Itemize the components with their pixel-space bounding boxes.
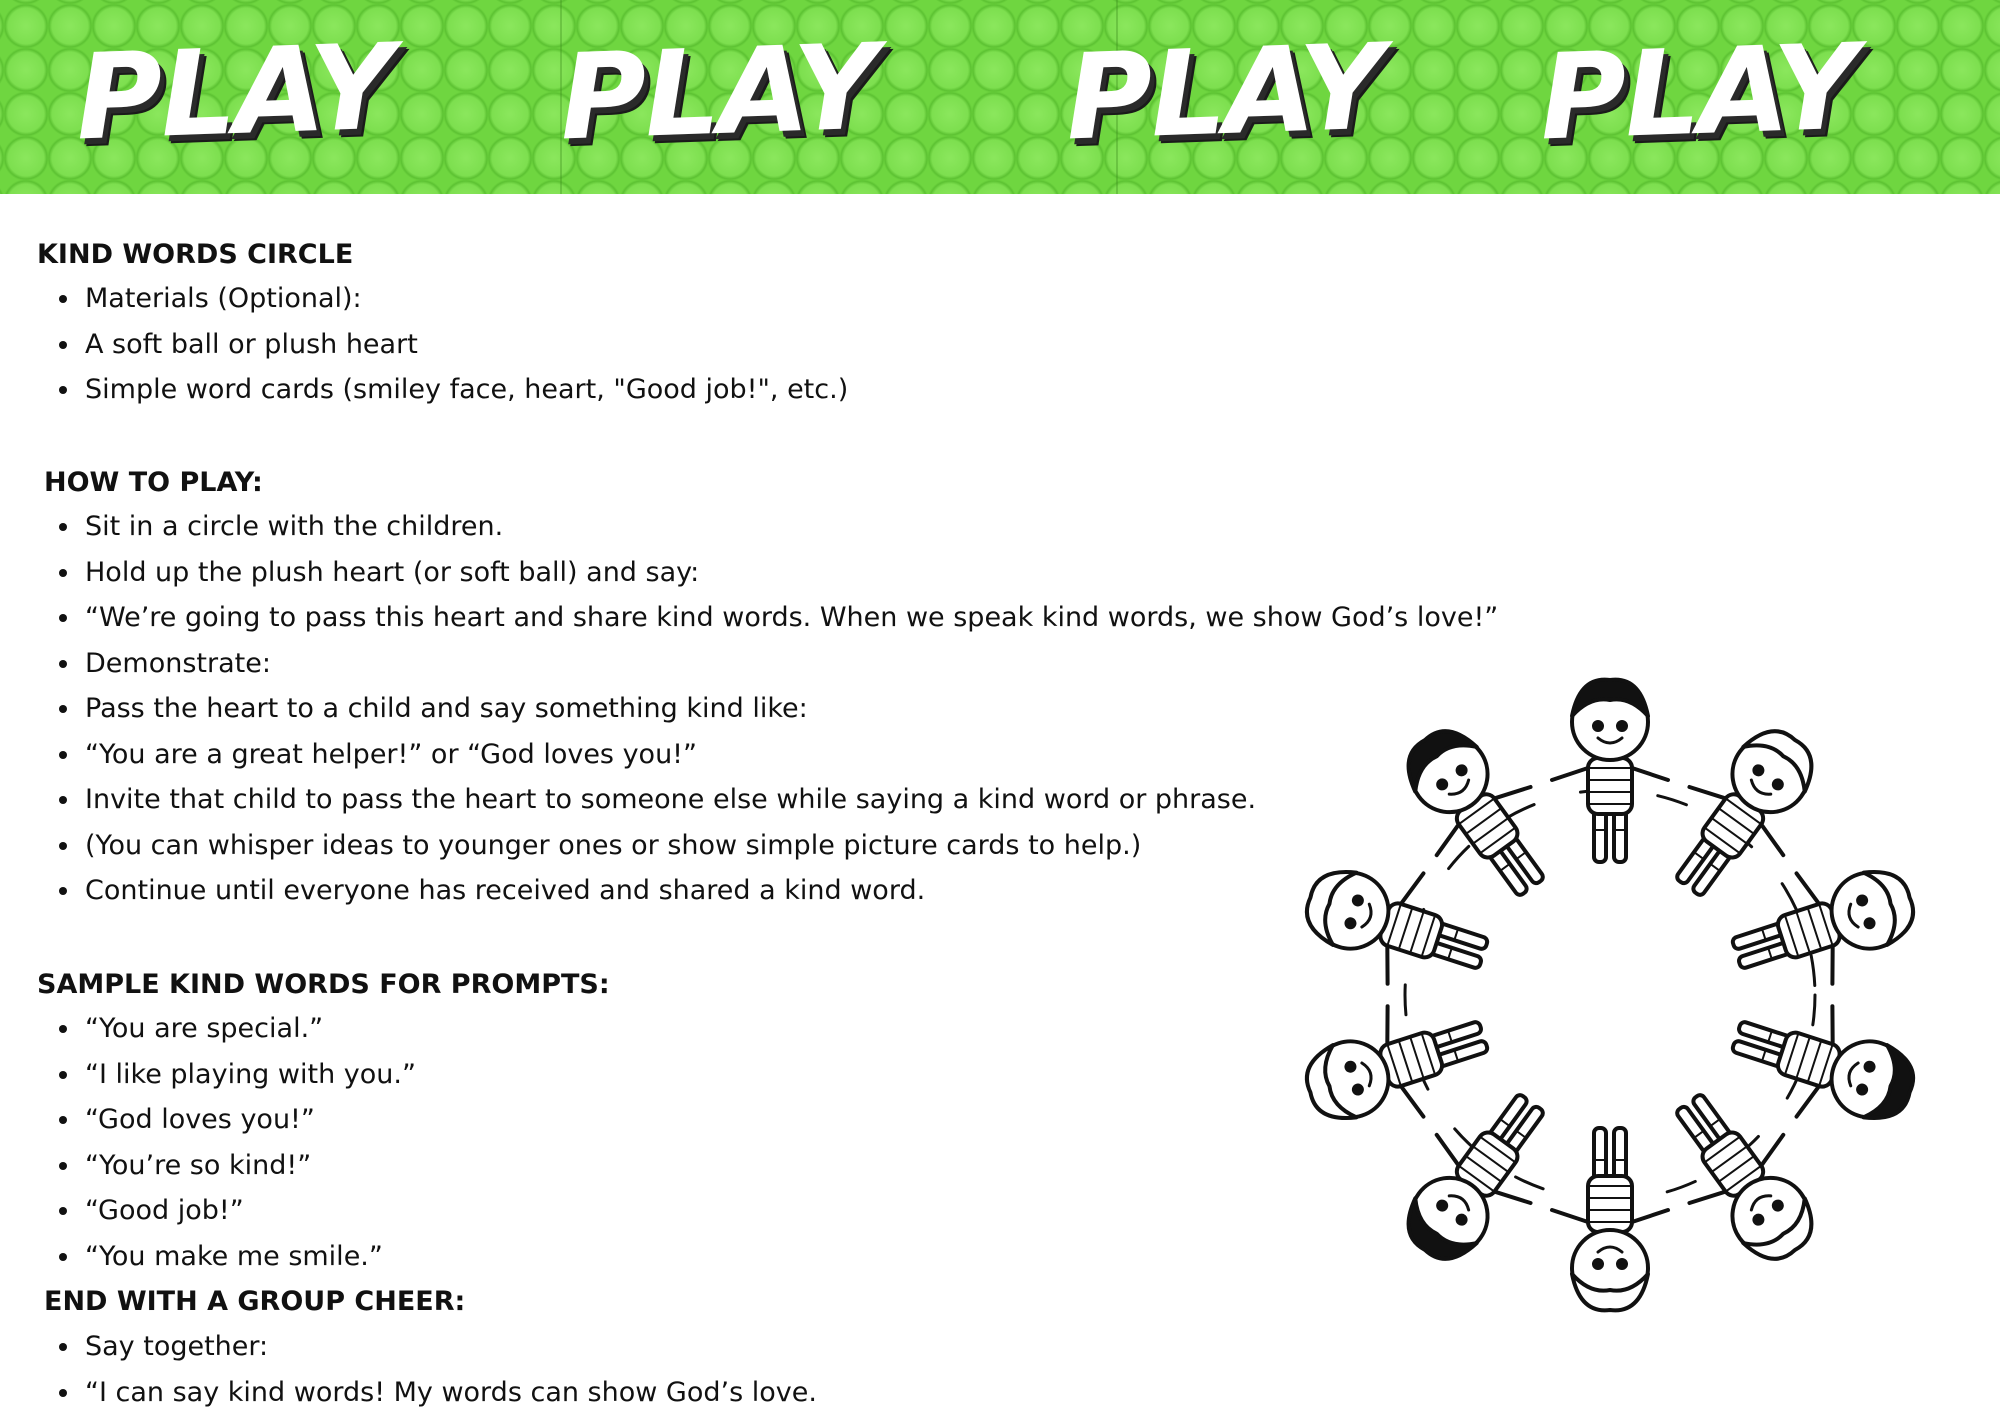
- how-to-play-list: [0, 504, 1498, 914]
- group-cheer-list: [0, 1324, 817, 1415]
- sample-kind-words-heading: SAMPLE KIND WORDS FOR PROMPTS:: [37, 962, 610, 1008]
- list-item: “You make me smile.”: [0, 1234, 416, 1280]
- list-item: “You are a great helper!” or “God loves you!”: [0, 732, 1498, 778]
- list-item: A soft ball or plush heart: [0, 322, 848, 368]
- banner-word: PLAY: [73, 7, 395, 178]
- list-item: Simple word cards (smiley face, heart, "Good job!", etc.): [0, 367, 848, 413]
- list-item: Invite that child to pass the heart to someone else while saying a kind word or phrase.: [0, 777, 1498, 823]
- group-cheer-heading: END WITH A GROUP CHEER:: [44, 1279, 465, 1325]
- materials-list: [0, 276, 848, 413]
- list-item: Pass the heart to a child and say something kind like:: [0, 686, 1498, 732]
- list-item: “I can say kind words! My words can show God’s love.: [0, 1370, 817, 1415]
- list-item: “You’re so kind!”: [0, 1143, 416, 1189]
- children-holding-hands-circle-icon: [1280, 650, 1940, 1370]
- list-item: “We’re going to pass this heart and share kind words. When we speak kind words, we show God’s love!”: [0, 595, 1498, 641]
- banner-word: PLAY: [557, 7, 879, 178]
- kind-words-circle-heading: KIND WORDS CIRCLE: [37, 232, 353, 278]
- list-item: “Good job!”: [0, 1188, 416, 1234]
- list-item: Hold up the plush heart (or soft ball) and say:: [0, 550, 1498, 596]
- list-item: Demonstrate:: [0, 641, 1498, 687]
- list-item: “God loves you!”: [0, 1097, 416, 1143]
- how-to-play-heading: HOW TO PLAY:: [44, 460, 263, 506]
- list-item: “I like playing with you.”: [0, 1052, 416, 1098]
- list-item: Materials (Optional):: [0, 276, 848, 322]
- sample-kind-words-list: [0, 1006, 416, 1279]
- banner-word: PLAY: [1537, 7, 1859, 178]
- list-item: Continue until everyone has received and shared a kind word.: [0, 868, 1498, 914]
- list-item: “You are special.”: [0, 1006, 416, 1052]
- list-item: (You can whisper ideas to younger ones or show simple picture cards to help.): [0, 823, 1498, 869]
- banner-word: PLAY: [1063, 7, 1385, 178]
- play-banner: [0, 0, 2000, 194]
- list-item: Say together:: [0, 1324, 817, 1370]
- list-item: Sit in a circle with the children.: [0, 504, 1498, 550]
